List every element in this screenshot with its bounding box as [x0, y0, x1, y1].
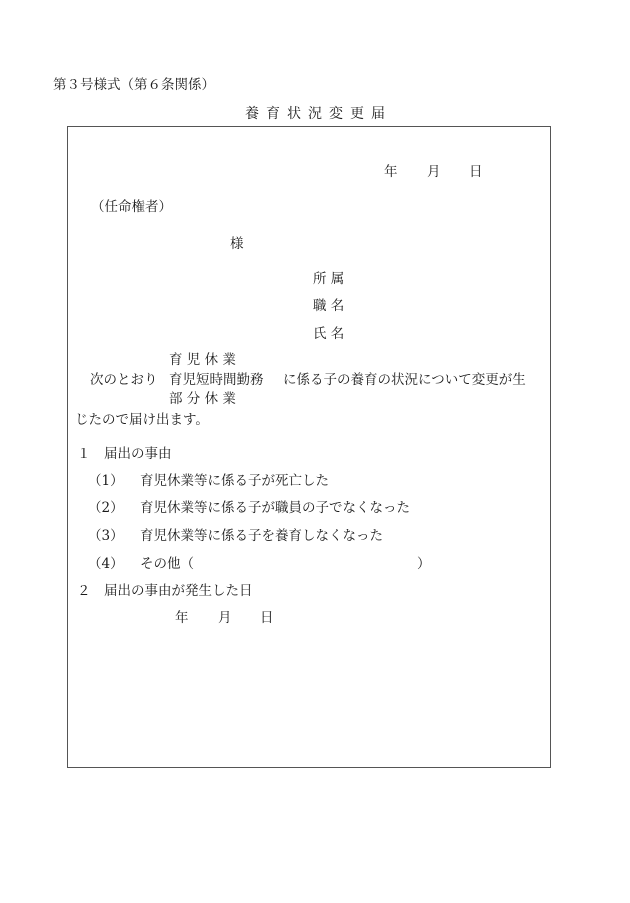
- reason-3-text: 育児休業等に係る子を養育しなくなった: [140, 528, 383, 544]
- statement-suffix-line2: じたので届け出ます。: [75, 412, 209, 428]
- reason-1-number: （1）: [88, 473, 124, 489]
- reason-1-text: 育児休業等に係る子が死亡した: [140, 473, 329, 489]
- date-month-label: 月: [427, 164, 441, 180]
- reason-3-number: （3）: [88, 528, 124, 544]
- occurrence-year-label: 年: [175, 610, 189, 626]
- form-title: 養育状況変更届: [245, 106, 392, 122]
- date-day-label: 日: [469, 164, 483, 180]
- date-year-label: 年: [384, 164, 398, 180]
- statement-option-childcare-leave: 育 児 休 業: [169, 352, 236, 368]
- form-number: 第３号様式（第６条関係）: [53, 77, 215, 93]
- reason-4-text: その他（: [140, 556, 194, 572]
- statement-option-partial-leave: 部 分 休 業: [169, 391, 236, 407]
- position-label: 職 名: [313, 298, 345, 314]
- honorific-label: 様: [230, 236, 244, 252]
- affiliation-label: 所 属: [313, 271, 345, 287]
- section2-heading: ２ 届出の事由が発生した日: [77, 583, 253, 599]
- reason-4-number: （4）: [88, 556, 124, 572]
- reason-4-close-paren: ）: [417, 556, 431, 572]
- appointer-label: （任命権者）: [91, 199, 172, 215]
- reason-2-text: 育児休業等に係る子が職員の子でなくなった: [140, 500, 410, 516]
- section1-heading: １ 届出の事由: [77, 446, 172, 462]
- statement-prefix: 次のとおり: [90, 372, 158, 388]
- statement-option-short-hours: 育児短時間勤務: [169, 372, 264, 388]
- statement-suffix-line1: に係る子の養育の状況について変更が生: [283, 372, 526, 388]
- name-label: 氏 名: [313, 326, 345, 342]
- occurrence-month-label: 月: [218, 610, 232, 626]
- occurrence-day-label: 日: [260, 610, 274, 626]
- reason-2-number: （2）: [88, 500, 124, 516]
